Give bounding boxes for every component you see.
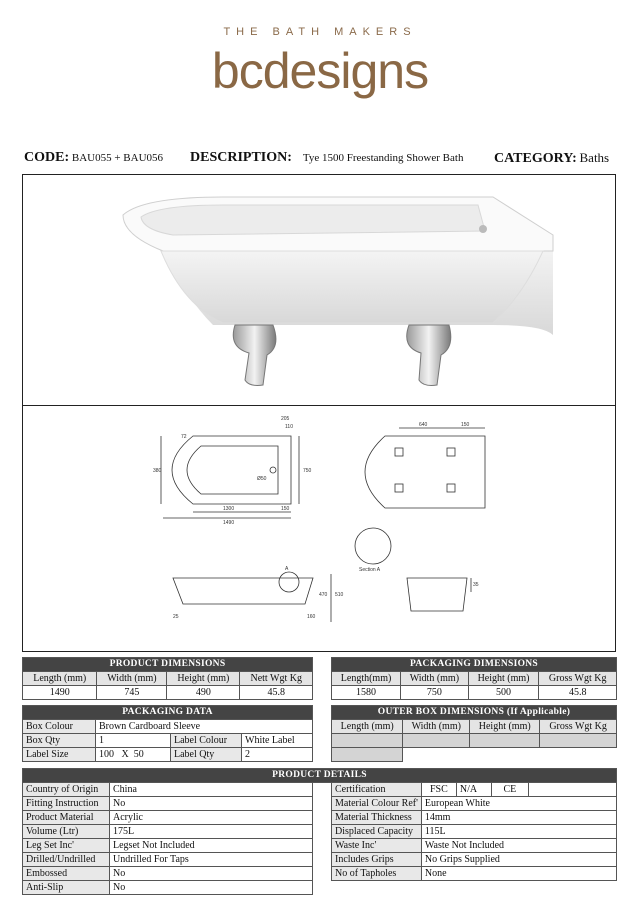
packaging-data-table [22, 705, 313, 762]
code-value: BAU055 + BAU056 [71, 152, 164, 164]
fsc-label: FSC [422, 783, 457, 796]
dim-650: Ø50 [257, 476, 267, 482]
embossed-label: Embossed [23, 867, 110, 881]
pk-length: 1580 [332, 686, 401, 700]
label-size-label: Label Size [23, 748, 96, 762]
code-label: CODE: [24, 150, 70, 165]
antislip-value: No [110, 881, 313, 895]
dim-1490: 1490 [223, 520, 235, 526]
dim-750: 750 [303, 468, 312, 474]
box-qty-label: Box Qty [23, 734, 96, 748]
fsc-value: N/A [456, 783, 491, 796]
antislip-label: Anti-Slip [23, 881, 110, 895]
dim-160: 160 [307, 614, 316, 620]
category-label: CATEGORY: [494, 151, 577, 166]
displaced-value: 115L [421, 825, 616, 839]
tapholes-label: No of Tapholes [332, 867, 422, 881]
material-label: Product Material [23, 811, 110, 825]
label-qty-label: Label Qty [171, 748, 242, 762]
dim-72: 72 [181, 434, 187, 440]
ce-label: CE [491, 783, 528, 796]
legset-value: Legset Not Included [110, 839, 313, 853]
certification-label: Certification [332, 783, 422, 797]
ob-width-cell [403, 734, 470, 748]
product-photo [22, 174, 616, 406]
pk-header-weight: Gross Wgt Kg [539, 672, 617, 686]
pd-width: 745 [97, 686, 167, 700]
pd-length: 1490 [23, 686, 97, 700]
ob-blank [403, 748, 617, 762]
section-a-label: Section A [359, 567, 381, 573]
code-field [24, 150, 163, 166]
packaging-dimensions-table [331, 657, 617, 700]
pk-height: 500 [468, 686, 539, 700]
thickness-label: Material Thickness [332, 811, 422, 825]
fitting-label: Fitting Instruction [23, 797, 110, 811]
dim-470: 470 [319, 592, 328, 598]
volume-value: 175L [110, 825, 313, 839]
box-colour-label: Box Colour [23, 720, 96, 734]
pd-header-height: Height (mm) [167, 672, 240, 686]
ce-value [528, 783, 616, 796]
ob-header-height: Height (mm) [470, 720, 540, 734]
certification-values [421, 783, 616, 797]
label-size-value: 100 X 50 [96, 748, 171, 762]
product-details-header [22, 768, 617, 783]
outer-box-title: OUTER BOX DIMENSIONS (If Applicable) [332, 706, 617, 720]
description-label: DESCRIPTION: [190, 150, 292, 165]
dim-510: 510 [335, 592, 344, 598]
description-value: Tye 1500 Freestanding Shower Bath [302, 152, 464, 164]
label-colour-label: Label Colour [171, 734, 242, 748]
product-dimensions-title: PRODUCT DIMENSIONS [23, 658, 313, 672]
category-field [494, 150, 609, 167]
waste-value: Waste Not Included [421, 839, 616, 853]
dim-150b: 150 [461, 422, 470, 428]
ob-header-weight: Gross Wgt Kg [540, 720, 617, 734]
drilled-value: Undrilled For Taps [110, 853, 313, 867]
pd-weight: 45.8 [240, 686, 313, 700]
waste-label: Waste Inc' [332, 839, 422, 853]
dim-640: 640 [419, 422, 428, 428]
grips-value: No Grips Supplied [421, 853, 616, 867]
product-details-title: PRODUCT DETAILS [23, 769, 617, 783]
drawing-svg [23, 406, 614, 649]
pk-weight: 45.8 [539, 686, 617, 700]
callout-a: A [285, 566, 289, 572]
drilled-label: Drilled/Undrilled [23, 853, 110, 867]
ob-weight-cell [540, 734, 617, 748]
ob-length-cell [332, 734, 403, 748]
product-details-left [22, 782, 313, 895]
pk-header-width: Width (mm) [401, 672, 469, 686]
pk-width: 750 [401, 686, 469, 700]
dim-380: 380 [153, 468, 162, 474]
technical-drawing [22, 406, 616, 652]
pd-height: 490 [167, 686, 240, 700]
ob-header-width: Width (mm) [403, 720, 470, 734]
category-value: Baths [579, 150, 610, 165]
thickness-value: 14mm [421, 811, 616, 825]
product-details-right [331, 782, 617, 881]
pk-header-length: Length(mm) [332, 672, 401, 686]
material-value: Acrylic [110, 811, 313, 825]
tapholes-value: None [421, 867, 616, 881]
pd-header-length: Length (mm) [23, 672, 97, 686]
ob-extra-cell [332, 748, 403, 762]
dim-150: 150 [281, 506, 290, 512]
dim-1300: 1300 [223, 506, 235, 512]
brand-logo: bcdesigns [211, 43, 429, 99]
box-colour-value: Brown Cardboard Sleeve [96, 720, 313, 734]
country-value: China [110, 783, 313, 797]
displaced-label: Displaced Capacity [332, 825, 422, 839]
packaging-dimensions-title: PACKAGING DIMENSIONS [332, 658, 617, 672]
volume-label: Volume (Ltr) [23, 825, 110, 839]
dim-35: 35 [473, 582, 479, 588]
bath-illustration [23, 175, 614, 404]
ob-height-cell [470, 734, 540, 748]
label-colour-value: White Label [242, 734, 313, 748]
legset-label: Leg Set Inc' [23, 839, 110, 853]
dim-205: 205 [281, 416, 290, 422]
pk-header-height: Height (mm) [468, 672, 539, 686]
packaging-data-title: PACKAGING DATA [23, 706, 313, 720]
embossed-value: No [110, 867, 313, 881]
pd-header-width: Width (mm) [97, 672, 167, 686]
ob-header-length: Length (mm) [332, 720, 403, 734]
pd-header-weight: Nett Wgt Kg [240, 672, 313, 686]
dim-25: 25 [173, 614, 179, 620]
country-label: Country of Origin [23, 783, 110, 797]
product-dimensions-table [22, 657, 313, 700]
grips-label: Includes Grips [332, 853, 422, 867]
box-qty-value: 1 [96, 734, 171, 748]
label-qty-value: 2 [242, 748, 313, 762]
description-field [190, 150, 463, 166]
dim-110: 110 [285, 424, 293, 430]
colour-ref-label: Material Colour Ref' [332, 797, 422, 811]
outer-box-table [331, 705, 617, 762]
colour-ref-value: European White [421, 797, 616, 811]
fitting-value: No [110, 797, 313, 811]
brand-tagline: THE BATH MAKERS [223, 26, 417, 38]
